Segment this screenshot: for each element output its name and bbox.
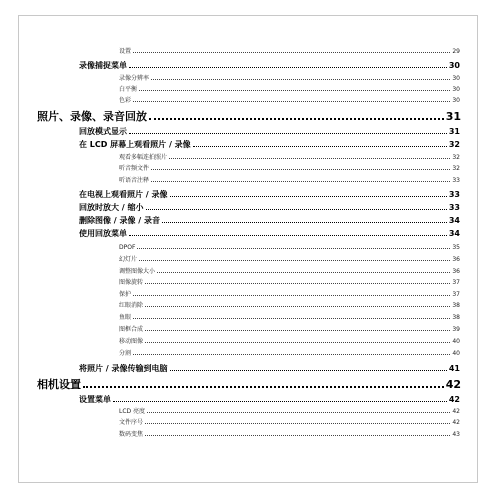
toc-entry-title: 保护 (119, 291, 132, 298)
toc-entry-level-3[interactable] (119, 303, 460, 309)
toc-entry-title: 设置菜单 (79, 395, 111, 404)
toc-dot-leader (133, 101, 450, 102)
toc-dot-leader (139, 90, 450, 91)
toc-entry-title: 分割 (119, 350, 132, 357)
toc-entry-title: 听语音注释 (119, 177, 150, 184)
toc-page-number: 32 (452, 154, 460, 161)
toc-entry-title: 照片、录像、录音回放 (37, 110, 147, 123)
toc-page-number: 33 (452, 177, 460, 184)
toc-page-number: 42 (452, 419, 460, 426)
toc-dot-leader (129, 67, 447, 68)
toc-entry-title: 使用回放菜单 (79, 229, 127, 238)
toc-entry-level-3[interactable] (119, 98, 460, 104)
toc-entry-level-3[interactable] (119, 292, 460, 298)
toc-entry-title: LCD 亮度 (119, 408, 146, 415)
toc-entry-title: 听音频文件 (119, 165, 150, 172)
toc-dot-leader (133, 295, 450, 296)
toc-dot-leader (133, 354, 450, 355)
toc-entry-title: 鱼眼 (119, 314, 132, 321)
toc-entry-level-1[interactable] (37, 379, 461, 390)
toc-dot-leader (133, 318, 450, 319)
toc-page-number: 30 (452, 75, 460, 82)
toc-entry-title: 设置 (119, 48, 132, 55)
toc-entry-level-2[interactable] (79, 204, 460, 212)
toc-entry-level-3[interactable] (119, 420, 460, 426)
toc-page-number: 39 (452, 326, 460, 333)
toc-dot-leader (146, 209, 447, 210)
toc-dot-leader (145, 283, 450, 284)
toc-entry-title: 在电视上观看照片 / 录像 (79, 190, 168, 199)
toc-entry-title: 在 LCD 屏幕上观看照片 / 录像 (79, 140, 191, 149)
toc-page-number: 42 (452, 408, 460, 415)
toc-dot-leader (145, 423, 450, 424)
toc-page-number: 30 (452, 86, 460, 93)
toc-entry-title: 白平衡 (119, 86, 138, 93)
toc-page-number: 42 (445, 378, 461, 391)
toc-page-number: 33 (448, 203, 460, 212)
toc-entry-level-3[interactable] (119, 327, 460, 333)
toc-dot-leader (157, 272, 450, 273)
toc-dot-leader (145, 306, 450, 307)
toc-page-number: 37 (452, 291, 460, 298)
toc-dot-leader (83, 386, 444, 388)
toc-dot-leader (151, 181, 450, 182)
toc-page-number: 38 (452, 302, 460, 309)
toc-page-number: 36 (452, 256, 460, 263)
toc-entry-level-2[interactable] (79, 396, 460, 404)
toc-dot-leader (169, 158, 450, 159)
toc-entry-level-3[interactable] (119, 245, 460, 251)
toc-dot-leader (137, 248, 450, 249)
toc-entry-title: 调整图像大小 (119, 268, 156, 275)
toc-dot-leader (129, 235, 447, 236)
toc-page-number: 34 (448, 229, 460, 238)
toc-entry-title: DPOF (119, 244, 136, 251)
toc-entry-level-2[interactable] (79, 365, 460, 373)
toc-entry-level-3[interactable] (119, 339, 460, 345)
toc-entry-level-3[interactable] (119, 178, 460, 184)
toc-entry-level-3[interactable] (119, 76, 460, 82)
toc-page-number: 31 (448, 127, 460, 136)
toc-entry-level-3[interactable] (119, 87, 460, 93)
toc-dot-leader (193, 146, 447, 147)
toc-entry-level-3[interactable] (119, 166, 460, 172)
toc-dot-leader (151, 79, 450, 80)
toc-entry-level-3[interactable] (119, 351, 460, 357)
toc-dot-leader (147, 412, 450, 413)
toc-entry-level-3[interactable] (119, 155, 460, 161)
toc-entry-title: 色彩 (119, 97, 132, 104)
toc-dot-leader (129, 133, 447, 134)
toc-page-number: 32 (452, 165, 460, 172)
toc-entry-title: 幻灯片 (119, 256, 138, 263)
toc-page-number: 30 (452, 97, 460, 104)
toc-page-number: 35 (452, 244, 460, 251)
toc-entry-title: 相机设置 (37, 378, 81, 391)
toc-dot-leader (170, 370, 447, 371)
toc-entry-level-3[interactable] (119, 49, 460, 55)
toc-dot-leader (145, 330, 450, 331)
toc-entry-title: 删除图像 / 录像 / 录音 (79, 216, 160, 225)
toc-entry-title: 回放时放大 / 缩小 (79, 203, 144, 212)
toc-entry-level-3[interactable] (119, 280, 460, 286)
toc-page-number: 31 (445, 110, 461, 123)
toc-entry-title: 移动图像 (119, 338, 144, 345)
toc-page-number: 41 (448, 364, 460, 373)
toc-dot-leader (113, 401, 447, 402)
toc-dot-leader (145, 342, 450, 343)
toc-entry-title: 观看多幅连拍照片 (119, 154, 168, 161)
toc-page-number: 37 (452, 279, 460, 286)
toc-dot-leader (139, 260, 450, 261)
toc-page-number: 32 (448, 140, 460, 149)
toc-entry-level-2[interactable] (79, 191, 460, 199)
toc-entry-level-2[interactable] (79, 217, 460, 225)
toc-page-number: 38 (452, 314, 460, 321)
toc-page-number: 40 (452, 350, 460, 357)
toc-entry-title: 图像旋转 (119, 279, 144, 286)
toc-entry-level-2[interactable] (79, 230, 460, 238)
toc-entry-level-1[interactable] (37, 111, 461, 122)
toc-page-number: 33 (448, 190, 460, 199)
toc-entry-level-2[interactable] (79, 62, 460, 70)
toc-entry-title: 图框合成 (119, 326, 144, 333)
toc-page-number: 43 (452, 431, 460, 438)
toc-dot-leader (162, 222, 447, 223)
toc-entry-level-3[interactable] (119, 257, 460, 263)
toc-entry-level-3[interactable] (119, 269, 460, 275)
toc-entry-title: 将照片 / 录像传输到电脑 (79, 364, 168, 373)
toc-entry-level-3[interactable] (119, 409, 460, 415)
toc-dot-leader (170, 196, 447, 197)
toc-entry-level-3[interactable] (119, 315, 460, 321)
toc-entry-title: 文件序号 (119, 419, 144, 426)
toc-page-number: 30 (448, 61, 460, 70)
toc-entry-level-2[interactable] (79, 128, 460, 136)
toc-entry-level-2[interactable] (79, 141, 460, 149)
toc-entry-title: 录像分辨率 (119, 75, 150, 82)
toc-entry-title: 录像捕捉菜单 (79, 61, 127, 70)
toc-entry-title: 红眼消除 (119, 302, 144, 309)
toc-dot-leader (133, 52, 450, 53)
toc-page-number: 34 (448, 216, 460, 225)
toc-page-number: 29 (452, 48, 460, 55)
toc-entry-title: 回放模式显示 (79, 127, 127, 136)
toc-dot-leader (151, 169, 450, 170)
toc-page-number: 42 (448, 395, 460, 404)
toc-dot-leader (149, 118, 444, 120)
toc-page-number: 36 (452, 268, 460, 275)
toc-entry-title: 数码变焦 (119, 431, 144, 438)
toc-entry-level-3[interactable] (119, 432, 460, 438)
toc-dot-leader (145, 435, 450, 436)
toc-page-number: 40 (452, 338, 460, 345)
